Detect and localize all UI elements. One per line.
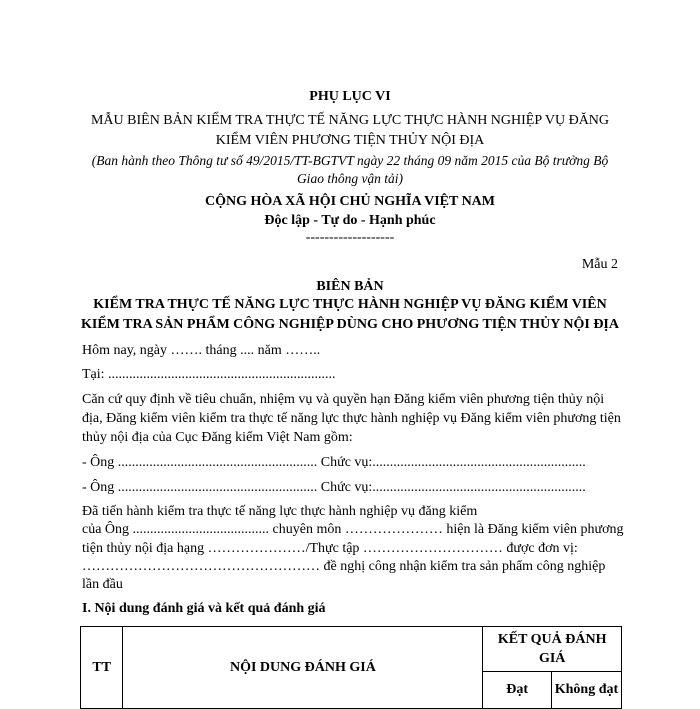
date-line: Hôm nay, ngày ……. tháng .... năm …….. bbox=[82, 343, 321, 358]
conduct-line-3: tiện thủy nội địa hạng …………………/Thực tập ………………………… được đơn vị: bbox=[82, 541, 578, 556]
header-result-line-2: GIÁ bbox=[538, 651, 566, 666]
basis-line-1: Căn cứ quy định về tiêu chuẩn, nhiệm vụ và quyền hạn Đăng kiểm viên phương tiện thủy nội bbox=[82, 392, 605, 407]
evaluation-table bbox=[80, 626, 622, 709]
header-pass: Đạt bbox=[483, 672, 552, 709]
conduct-line-5: lần đầu bbox=[82, 577, 123, 592]
document-subtitle-line-2: KIỂM TRA SẢN PHẨM CÔNG NGHIỆP DÙNG CHO PHƯƠNG TIỆN THỦY NỘI ĐỊA bbox=[80, 317, 619, 332]
basis-line-3: thủy nội địa của Cục Đăng kiểm Việt Nam gồm: bbox=[82, 430, 353, 445]
national-motto: Độc lập - Tự do - Hạnh phúc bbox=[264, 213, 436, 228]
conduct-line-1: Đã tiến hành kiểm tra thực tế năng lực thực hành nghiệp vụ đăng kiểm bbox=[82, 504, 478, 519]
header-separator: ------------------- bbox=[305, 230, 395, 245]
header-result bbox=[483, 627, 622, 672]
national-title: CỘNG HÒA XÃ HỘI CHỦ NGHĨA VIỆT NAM bbox=[204, 194, 495, 209]
form-code: Mẫu 2 bbox=[581, 257, 618, 272]
conduct-line-2: của Ông ....................................... chuyên môn ………………… hiện là Đăng kiểm viên phương bbox=[82, 522, 624, 537]
header-result-line-1: KẾT QUẢ ĐÁNH bbox=[497, 632, 607, 647]
issued-by-line-1: (Ban hành theo Thông tư số 49/2015/TT-BGTVT ngày 22 tháng 09 năm 2015 của Bộ trưởng Bộ bbox=[91, 153, 609, 168]
section-1-heading: I. Nội dung đánh giá và kết quả đánh giá bbox=[82, 601, 326, 616]
document-title: BIÊN BẢN bbox=[316, 279, 384, 294]
form-title-line-2: KIỂM VIÊN PHƯƠNG TIỆN THỦY NỘI ĐỊA bbox=[215, 133, 485, 148]
place-line: Tại: ................................................................. bbox=[82, 367, 336, 382]
table-header-row bbox=[81, 627, 622, 672]
committee-member-1: - Ông ......................................................... Chức vụ:............................................................. bbox=[82, 455, 586, 470]
conduct-line-4: …………………………………………… đề nghị công nhận kiểm tra sản phẩm công nghiệp bbox=[82, 559, 606, 574]
basis-line-2: địa, Đăng kiểm viên kiểm tra thực tế năng lực thực hành nghiệp vụ Đăng kiểm viên phương tiện bbox=[82, 411, 621, 426]
header-content: NỘI DUNG ĐÁNH GIÁ bbox=[123, 627, 483, 709]
header-tt: TT bbox=[81, 627, 123, 709]
committee-member-2: - Ông ......................................................... Chức vụ:............................................................. bbox=[82, 480, 586, 495]
issued-by-line-2: Giao thông vận tải) bbox=[296, 171, 404, 186]
header-fail: Không đạt bbox=[551, 672, 621, 709]
form-title-line-1: MẪU BIÊN BẢN KIỂM TRA THỰC TẾ NĂNG LỰC THỰC HÀNH NGHIỆP VỤ ĐĂNG bbox=[90, 113, 610, 128]
appendix-title: PHỤ LỤC VI bbox=[309, 89, 391, 104]
document-subtitle-line-1: KIỂM TRA THỰC TẾ NĂNG LỰC THỰC HÀNH NGHIỆP VỤ ĐĂNG KIỂM VIÊN bbox=[93, 297, 607, 312]
